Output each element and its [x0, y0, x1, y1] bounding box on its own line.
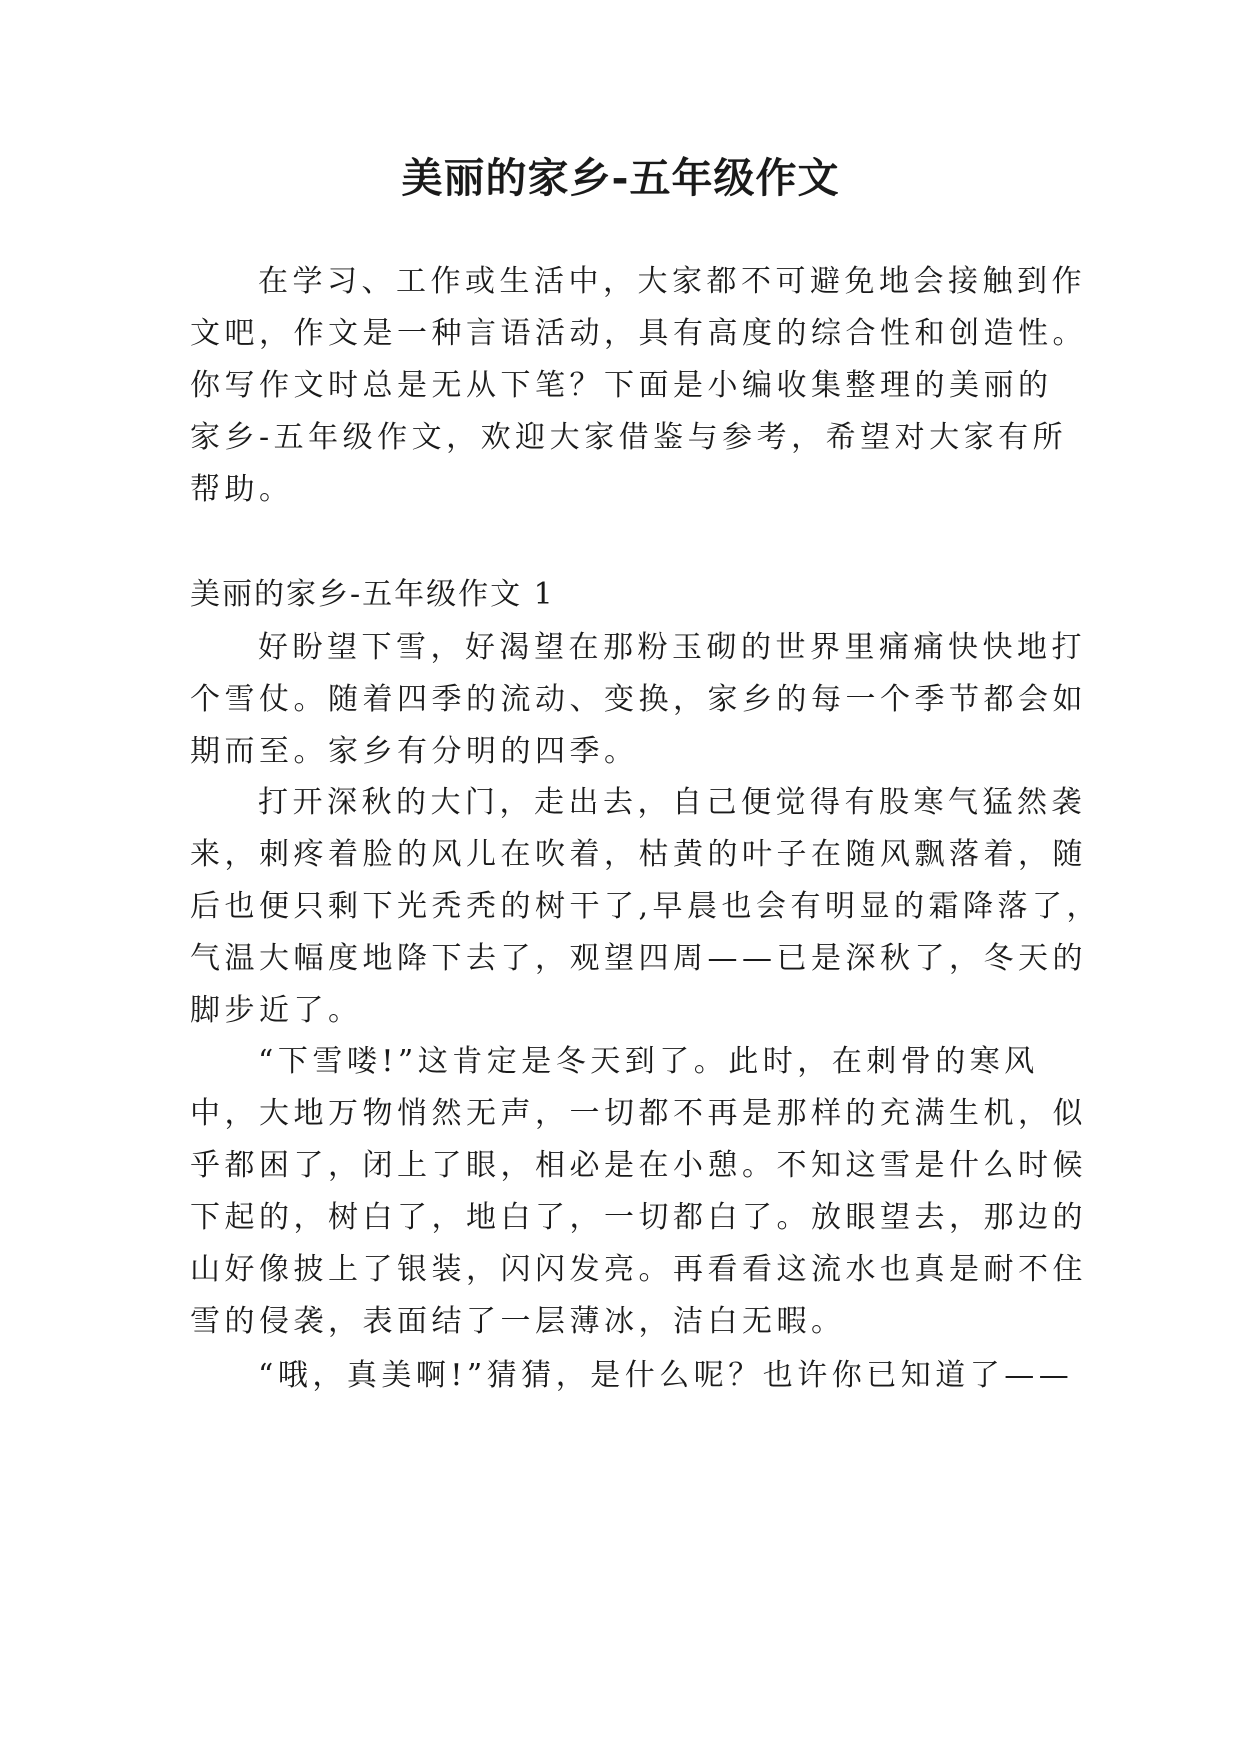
paragraph-line: 期而至。家乡有分明的四季。: [190, 734, 639, 769]
paragraph-line: 好盼望下雪，好渴望在那粉玉砌的世界里痛痛快快地打: [258, 630, 1086, 665]
paragraph-line: 打开深秋的大门，走出去，自己便觉得有股寒气猛然袭: [258, 785, 1086, 820]
document-title: 美丽的家乡-五年级作文: [401, 154, 840, 202]
intro-line: 你写作文时总是无从下笔？下面是小编收集整理的美丽的: [190, 368, 1053, 403]
paragraph-line: 气温大幅度地降下去了，观望四周——已是深秋了，冬天的: [190, 941, 1087, 976]
intro-line: 帮助。: [190, 472, 294, 507]
paragraph-line: 中，大地万物悄然无声，一切都不再是那样的充满生机，似: [190, 1096, 1087, 1131]
paragraph-line: 乎都困了，闭上了眼，相必是在小憩。不知这雪是什么时候: [190, 1148, 1087, 1183]
intro-line: 家乡-五年级作文，欢迎大家借鉴与参考，希望对大家有所: [190, 420, 1068, 455]
section-heading: 美丽的家乡-五年级作文 1: [190, 577, 555, 612]
paragraph-line: “哦，真美啊!”猜猜，是什么呢？也许你已知道了——: [258, 1358, 1074, 1393]
paragraph-line: 山好像披上了银装，闪闪发亮。再看看这流水也真是耐不住: [190, 1252, 1087, 1287]
paragraph-line: 个雪仗。随着四季的流动、变换，家乡的每一个季节都会如: [190, 682, 1087, 717]
paragraph-line: “下雪喽!”这肯定是冬天到了。此时，在刺骨的寒风: [258, 1044, 1039, 1079]
intro-line: 在学习、工作或生活中，大家都不可避免地会接触到作: [258, 264, 1086, 299]
paragraph-line: 后也便只剩下光秃秃的树干了,早晨也会有明显的霜降落了，: [190, 889, 1102, 924]
paragraph-line: 雪的侵袭，表面结了一层薄冰，洁白无暇。: [190, 1304, 846, 1339]
paragraph-line: 脚步近了。: [190, 993, 363, 1028]
paragraph-line: 下起的，树白了，地白了，一切都白了。放眼望去，那边的: [190, 1200, 1087, 1235]
paragraph-line: 来，刺疼着脸的风儿在吹着，枯黄的叶子在随风飘落着，随: [190, 837, 1087, 872]
intro-line: 文吧，作文是一种言语活动，具有高度的综合性和创造性。: [190, 316, 1087, 351]
